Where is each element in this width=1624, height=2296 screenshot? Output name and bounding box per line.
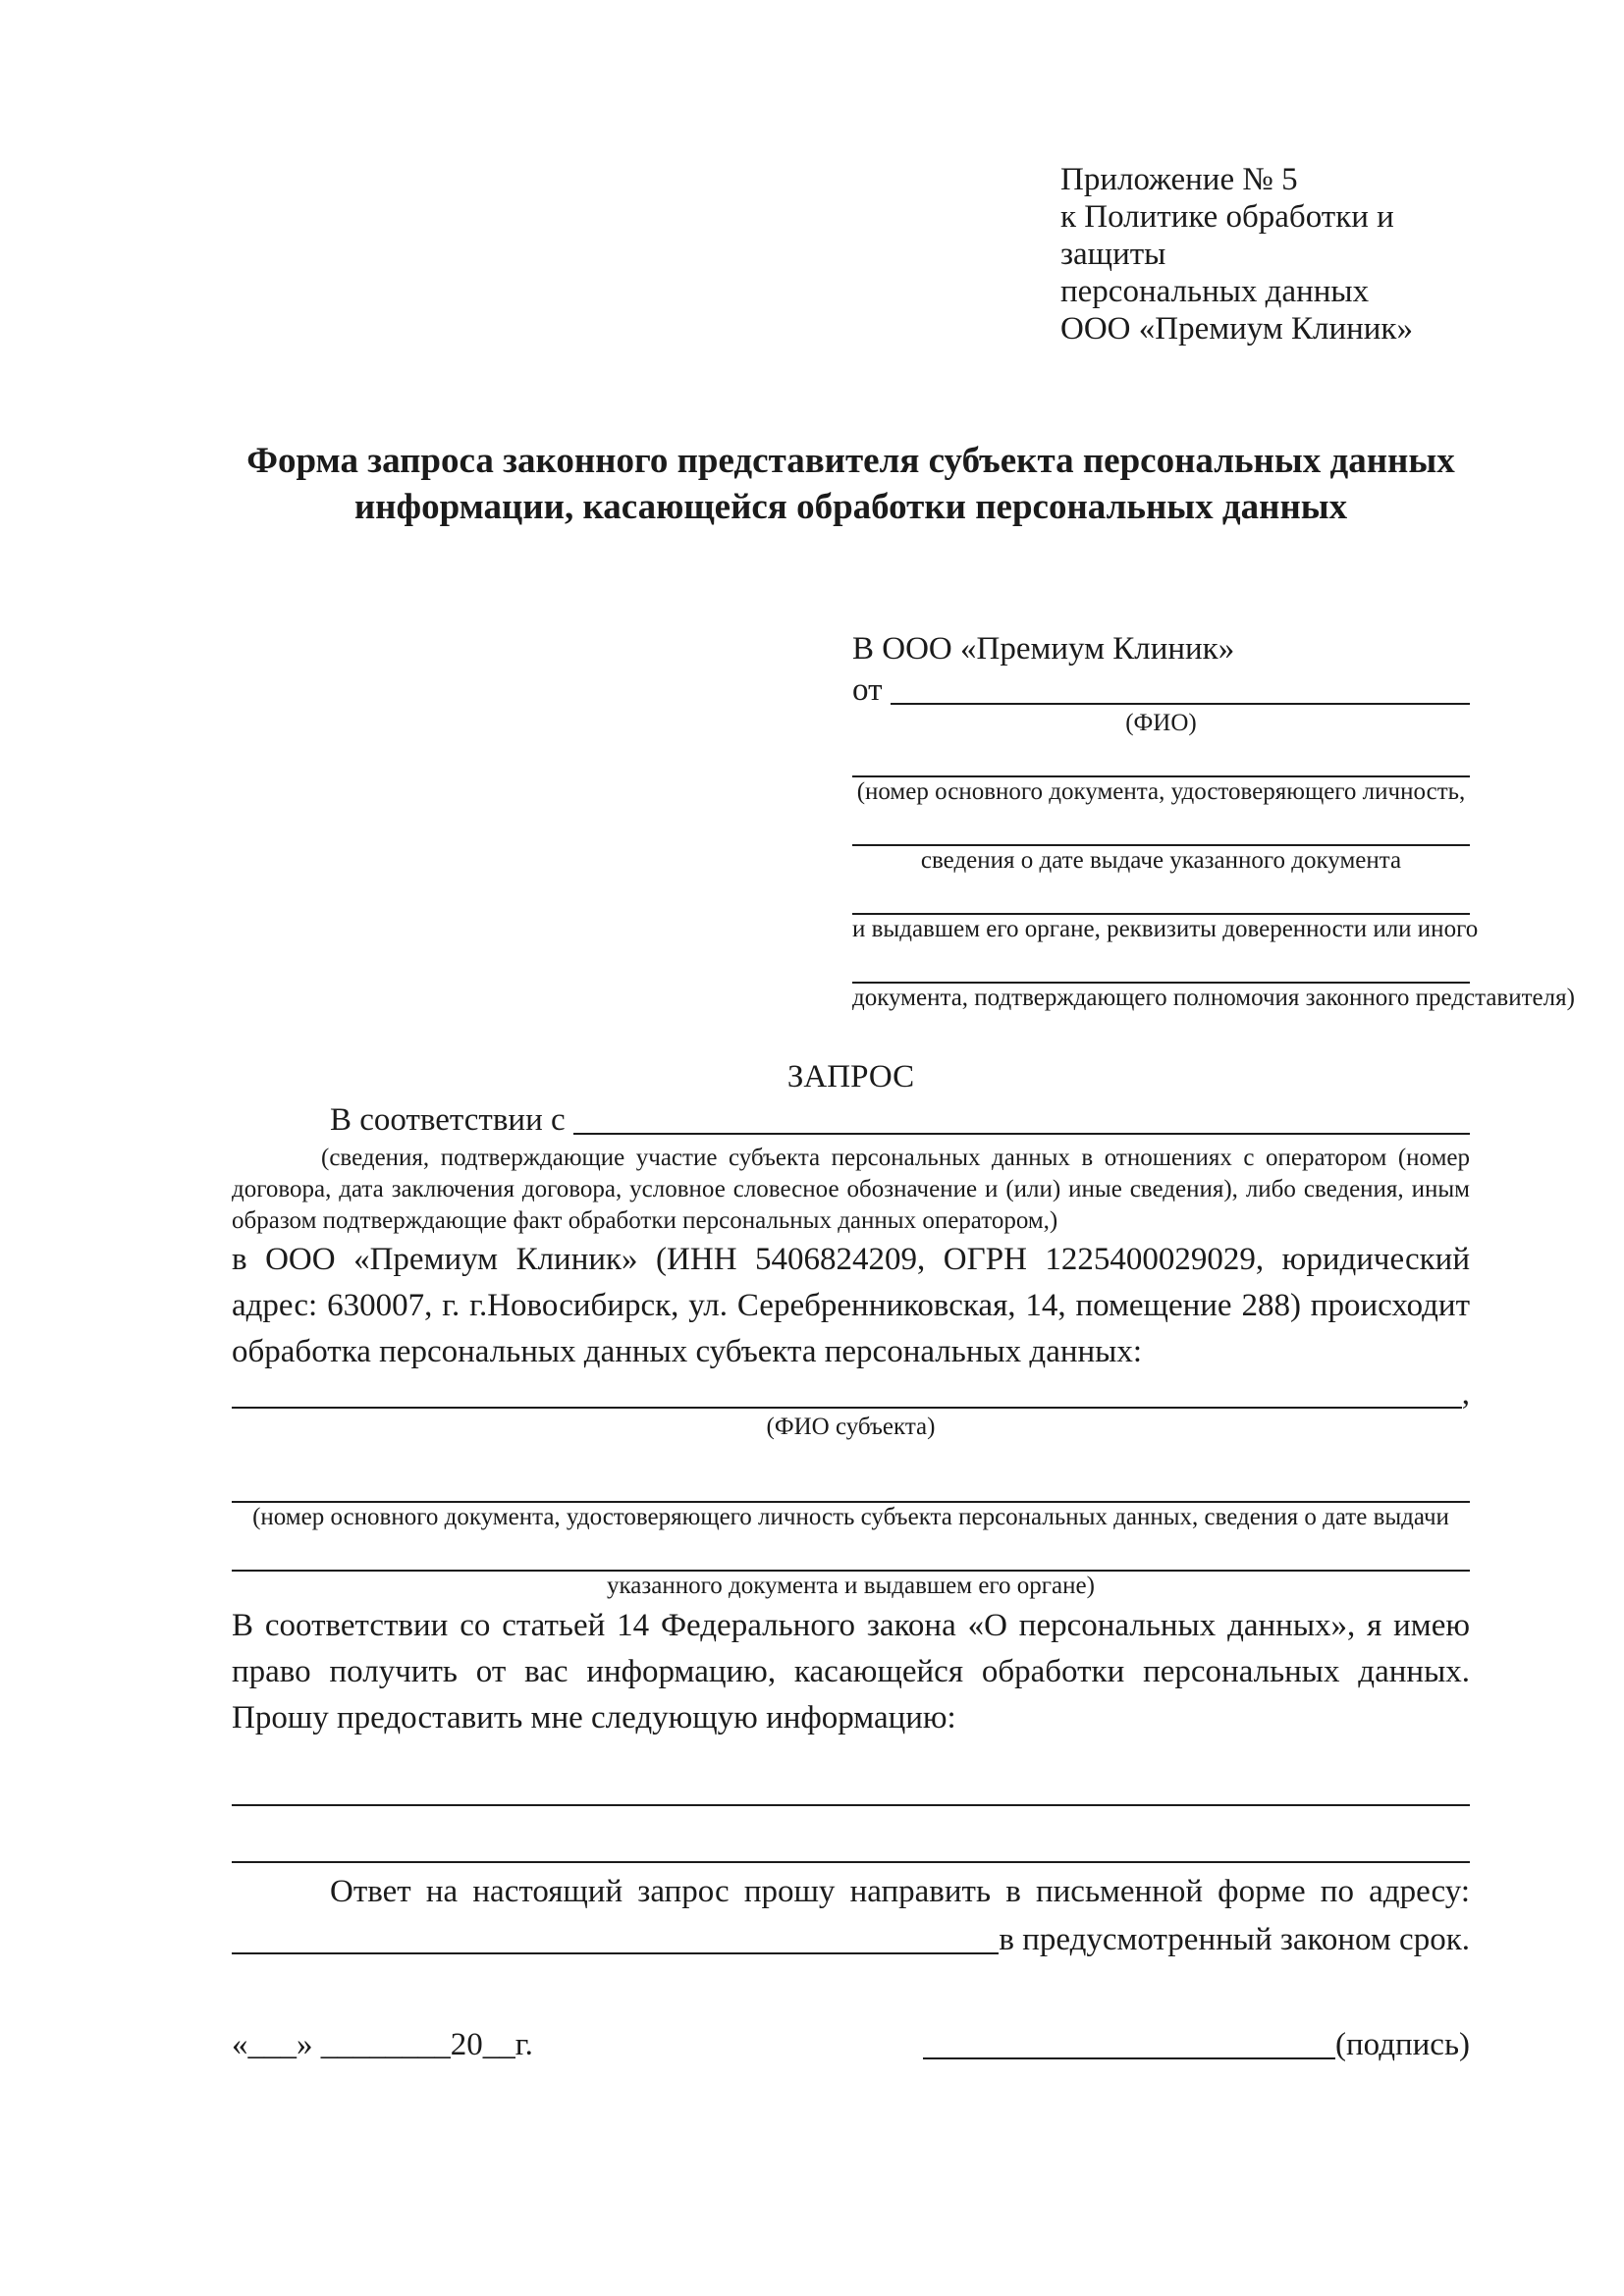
subject-doc-field-line-2 [232,1546,1470,1572]
subject-fio-caption: (ФИО субъекта) [766,1414,936,1440]
answer-paragraph: Ответ на настоящий запрос прошу направить в письменной форме по адресу: [330,1874,1470,1909]
appendix-policy-line: к Политике обработки и защиты [1060,199,1394,272]
intro-row [232,1099,1470,1139]
document-title [232,438,1470,530]
document-title-line-2: информации, касающейся обработки персональных данных [353,487,1348,527]
intro-lead: В соответствии с [330,1102,573,1138]
requested-info-field-line-1 [232,1779,1470,1806]
fio-caption: (ФИО) [1125,710,1197,736]
from-row [852,669,1470,709]
appendix-number: Приложение № 5 [1060,162,1298,197]
law-paragraph: В соответствии со статьей 14 Федерального закона «О персональных данных», я имею право получить от вас информацию, касающейся обработки персональных данных. Прошу предоставить мне следующую информацию: [232,1608,1470,1735]
signature-caption: (подпись) [1335,2027,1470,2062]
subject-doc-field-line-1 [232,1477,1470,1503]
appendix-company: ООО «Премиум Клиник» [1060,311,1413,347]
requested-info-field-line-2 [232,1836,1470,1863]
representative-doc-field-line-1 [852,752,1470,777]
date-signature-row [232,2027,1470,2063]
relation-proof-field-line [573,1133,1470,1135]
representative-doc-field-line-4 [852,958,1470,984]
addressee-company: В ООО «Премиум Клиник» [852,631,1235,667]
answer-tail: в предусмотренный законом срок. [999,1922,1470,1957]
representative-doc-caption-2: сведения о дате выдаче указанного документа [920,847,1402,874]
subject-fio-field-line [232,1407,1462,1409]
subject-fio-row [232,1375,1470,1413]
representative-doc-caption-3: и выдавшем его органе, реквизиты доверенности или иного [852,916,1479,942]
answer-address-field-line [232,1952,999,1954]
representative-doc-caption-4: документа, подтверждающего полномочия законного представителя) [852,985,1575,1011]
from-label: от [852,672,891,708]
signature-group [923,2027,1470,2063]
addressee-block [852,628,1575,1013]
request-heading: ЗАПРОС [786,1059,915,1095]
subject-doc-caption-2: указанного документа и выдавшем его органе) [607,1573,1095,1599]
representative-doc-field-line-3 [852,889,1470,915]
relation-proof-note: (сведения, подтверждающие участие субъекта персональных данных в отношениях с оператором (номер договора, дата заключения договора, условное словесное обозначение и (или) иные сведения), либо сведения, иным образом подтверждающие факт обработки персональных данных оператором,) [232,1145,1470,1234]
document-title-line-1: Форма запроса законного представителя субъекта персональных данных [246,441,1455,481]
trailing-comma: , [1461,1376,1470,1412]
answer-address-row [232,1915,1470,1958]
subject-doc-caption-1: (номер основного документа, удостоверяющего личность субъекта персональных данных, сведения о дате выдачи [252,1504,1449,1530]
operator-paragraph: в ООО «Премиум Клиник» (ИНН 5406824209, ОГРН 1225400029029, юридический адрес: 630007, г. г.Новосибирск, ул. Серебренниковская, 14, помещение 288) происходит обработка персональных данных субъекта персональных данных: [232,1242,1470,1369]
date-field: «___» ________20__г. [232,2027,533,2062]
representative-doc-caption-1: (номер основного документа, удостоверяющего личность, [856,778,1466,805]
representative-doc-field-line-2 [852,821,1470,846]
appendix-header [1060,161,1470,347]
signature-field-line [923,2032,1335,2059]
appendix-policy-line-2: персональных данных [1060,274,1370,309]
representative-fio-field-line [891,703,1470,705]
